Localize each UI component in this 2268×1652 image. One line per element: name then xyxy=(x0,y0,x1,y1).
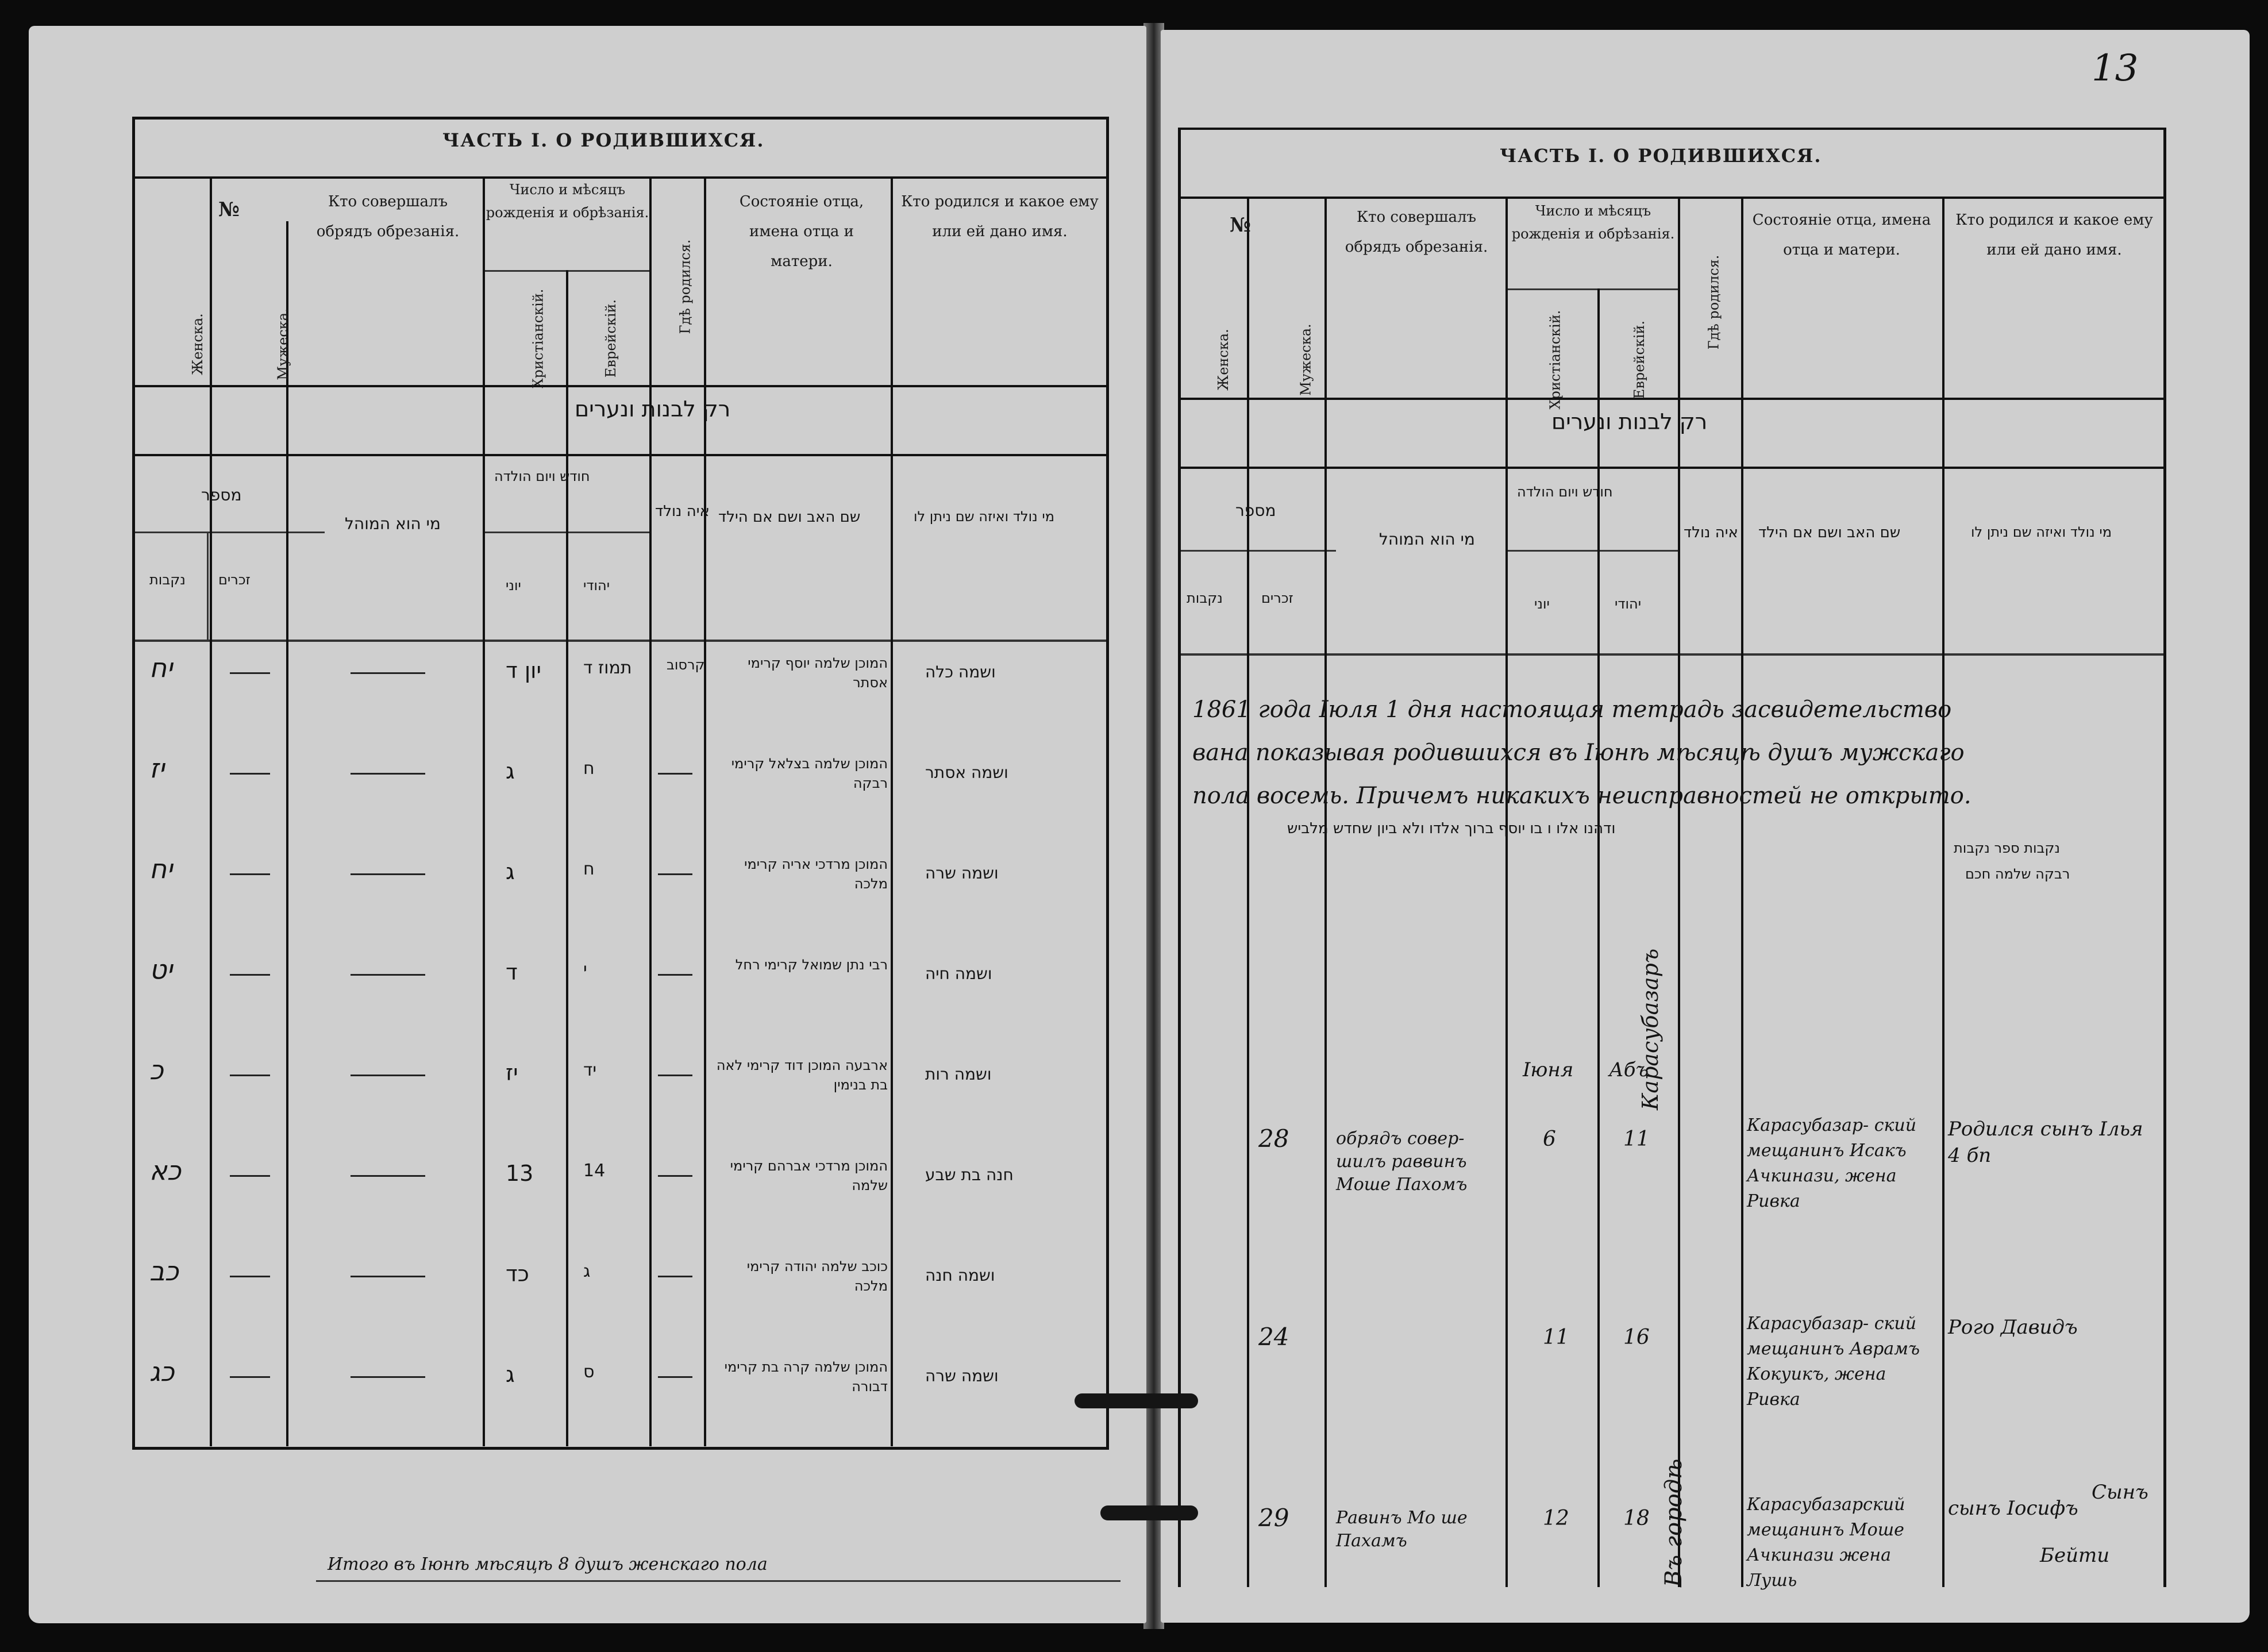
left-row-dash-who xyxy=(351,974,425,976)
left-col-line xyxy=(566,270,568,1446)
left-row-child: ושמה שרה xyxy=(925,1366,999,1385)
left-row-child: ושמה חנה xyxy=(925,1266,995,1285)
left-hebrew-title-line xyxy=(135,454,1106,456)
right-header-bottom-line xyxy=(1181,398,2163,400)
left-hebrew-subtitle: רק לבנות ונערים xyxy=(575,396,731,422)
left-heb-boys: זכרים xyxy=(218,572,251,588)
left-header-status: Состояніе отца, имена отца и матери. xyxy=(739,193,864,270)
left-row-number: כא xyxy=(149,1155,182,1186)
left-heb-number: מספר xyxy=(201,486,242,505)
left-row-father: המוכן מרדכי אברהם קרימי שלמה xyxy=(730,1158,888,1193)
right-heb-father: שם האב ושם אם הילד xyxy=(1758,524,1901,541)
right-cert-line-2: вана показывая родившихся въ Іюнѣ мѣсяцѣ душъ мужскаго xyxy=(1192,740,1965,766)
right-place-vertical-2: Въ городѣ xyxy=(1661,1458,1687,1587)
left-row-number: יח xyxy=(149,652,173,683)
left-col-line xyxy=(891,176,893,1446)
left-heb-circumciser: מי הוא המוהל xyxy=(345,514,441,533)
right-heb-boys: זכרים xyxy=(1261,590,1293,606)
right-place-vertical-1: Карасубазаръ xyxy=(1638,948,1663,1110)
left-row-father: המוכן שלמה יוסף קרימי אסתר xyxy=(748,655,888,691)
right-heb-child: מי נולד ואיזה שם ניתן לו xyxy=(1971,524,2112,540)
left-heb-jewish: יהודי xyxy=(583,577,610,594)
right-row-child: сынъ Іосифъ xyxy=(1948,1497,2078,1520)
left-row-child: ושמה שרה xyxy=(925,864,999,883)
right-heb-christian: יוני xyxy=(1534,596,1550,612)
right-row-number: 28 xyxy=(1258,1125,1289,1153)
left-row-child: ושמה אסתר xyxy=(925,763,1008,782)
right-row-child: Родился сынъ Ілья 4 бп xyxy=(1948,1118,2143,1167)
right-row-christian-date: 6 xyxy=(1543,1127,1556,1151)
left-num-subline xyxy=(135,532,325,533)
left-header-female: Женска. xyxy=(189,313,206,375)
left-row-number: כ xyxy=(149,1054,164,1085)
binding-ring xyxy=(1075,1393,1198,1408)
right-heb-where: איה נולד xyxy=(1684,524,1738,541)
left-col-line xyxy=(649,176,652,1446)
left-row-dash-place xyxy=(658,873,692,875)
left-col-line xyxy=(210,176,212,1446)
left-row-dash-boys xyxy=(230,1276,270,1277)
left-heb-father: שם האב ושם אם הילד xyxy=(718,509,861,526)
left-row-number: כג xyxy=(149,1356,175,1387)
right-heb-girls: נקבות xyxy=(1187,590,1223,606)
left-header-who: Кто совершалъ обрядъ обрезанія. xyxy=(316,193,460,240)
left-row-child: ושמה רות xyxy=(925,1065,992,1084)
right-page xyxy=(1161,30,2250,1623)
left-header-who-born: Кто родился и какое ему или ей дано имя. xyxy=(901,193,1099,240)
right-date-subline xyxy=(1505,288,1678,290)
left-col-line xyxy=(704,176,706,1446)
left-heb-child: מי נולד ואיזה שם ניתן לו xyxy=(914,509,1055,525)
right-row-number: 29 xyxy=(1258,1504,1289,1532)
left-row-christian-date: ג xyxy=(506,1362,515,1387)
left-row-father: רבי נתן שמואל קרימי רחל xyxy=(735,957,888,973)
right-header-top-line xyxy=(1181,197,2163,199)
left-row-dash-boys xyxy=(230,1376,270,1378)
left-row-christian-date: ג xyxy=(506,859,515,884)
right-heb-number: מספר xyxy=(1235,501,1276,520)
right-col-line xyxy=(1678,197,1680,1587)
left-row-father: המוכן שלמה קרה בת קרימי דבורה xyxy=(724,1359,888,1395)
left-row-dash-boys xyxy=(230,773,270,775)
right-header-female: Женска. xyxy=(1215,329,1231,391)
left-row-dash-who xyxy=(351,773,425,775)
left-header-jewish: Еврейскій. xyxy=(603,299,619,378)
left-header-bottom-line xyxy=(135,385,1106,387)
left-row-number: יז xyxy=(149,753,165,784)
right-col-line xyxy=(1247,197,1249,1587)
left-row-christian-date: כד xyxy=(506,1261,529,1287)
right-row-status: Карасубазар- ский мещанинъ Аврамъ Кокуикъ, жена Ривка xyxy=(1747,1314,1920,1410)
right-part-title: ЧАСТЬ I. О РОДИВШИХСЯ. xyxy=(1500,145,1822,167)
right-body-top-line xyxy=(1181,653,2163,656)
left-row-father: המוכן מרדכי אריה קרימי מלכה xyxy=(744,856,888,892)
left-row-jewish-date: יד xyxy=(583,1060,597,1080)
right-row-number: 24 xyxy=(1258,1323,1289,1351)
left-row-jewish-date: ג xyxy=(583,1261,591,1281)
left-row-father: כוכב שלמה יהודה קרימי מלכה xyxy=(746,1258,888,1294)
right-cert-line-3: пола восемь. Причемъ никакихъ неисправностей не открыто. xyxy=(1192,783,1971,809)
left-row-dash-place xyxy=(658,1075,692,1076)
right-col-line xyxy=(1741,197,1743,1587)
left-row-dash-place xyxy=(658,1175,692,1177)
left-row-dash-place xyxy=(658,1376,692,1378)
left-row-jewish-date: י xyxy=(583,960,587,980)
left-header-date: Число и мѣсяцъ рожденія и обрѣзанія. xyxy=(486,182,649,221)
right-header-jewish: Еврейскій. xyxy=(1631,320,1648,399)
left-body-top-line xyxy=(135,640,1106,642)
left-row-father: המוכן שלמה בצלאל קרימי רבקה xyxy=(731,756,888,791)
right-date-subline-2 xyxy=(1505,550,1678,552)
left-row-father: ארבעה המוכן דוד קרימי לאה בת בנימין xyxy=(716,1057,888,1093)
right-row-christian-date: 11 xyxy=(1543,1326,1569,1349)
left-row-dash-who xyxy=(351,1276,425,1277)
left-row-dash-boys xyxy=(230,1075,270,1076)
left-row-child: חנה בת שבע xyxy=(925,1165,1014,1184)
right-hebrew-subtitle: רק לבנות ונערים xyxy=(1551,409,1708,434)
right-heb-month-day: חודש ויום הולדה xyxy=(1517,484,1613,500)
left-row-number: יט xyxy=(149,954,173,985)
right-col-line xyxy=(1942,197,1944,1587)
left-row-christian-date: יון ד xyxy=(506,658,542,683)
right-month-jewish: Абъ xyxy=(1609,1058,1649,1081)
left-row-place: קרסוב xyxy=(667,657,705,673)
right-margin-note: Сынъ xyxy=(2092,1481,2148,1504)
left-row-jewish-date: ס xyxy=(583,1362,595,1382)
right-heb-circumciser: מי הוא המוהל xyxy=(1379,530,1475,549)
right-month-christian: Іюня xyxy=(1523,1058,1574,1081)
left-heb-christian: יוני xyxy=(506,577,521,594)
left-heb-girls: נקבות xyxy=(149,572,186,588)
right-row-jewish-date: 16 xyxy=(1623,1326,1650,1349)
right-hebrew-title-line xyxy=(1181,467,2163,469)
right-row-child: Рого Давидъ xyxy=(1948,1316,2078,1339)
page-number: 13 xyxy=(2092,47,2139,90)
left-row-dash-boys xyxy=(230,672,270,674)
right-heb-cert-1: ודהנו אלו ו בו יוסף ברוך אלדו ולא ביון שחדש מלביש xyxy=(1287,820,1616,837)
right-heb-cert-2: נקבות ספר נקבות xyxy=(1954,840,2061,856)
left-row-jewish-date: ח xyxy=(583,859,595,879)
binding-ring xyxy=(1100,1505,1198,1520)
left-col-line xyxy=(483,176,485,1446)
right-header-who: Кто совершалъ обрядъ обрезанія. xyxy=(1345,209,1488,256)
left-row-dash-boys xyxy=(230,974,270,976)
left-row-jewish-date: ח xyxy=(583,758,595,779)
left-row-dash-who xyxy=(351,672,425,674)
right-row-jewish-date: 11 xyxy=(1623,1127,1650,1151)
left-row-jewish-date: תמוז ד xyxy=(583,658,632,678)
right-row-who: Равинъ Мо ше Пахамъ xyxy=(1336,1508,1468,1551)
left-row-christian-date: ד xyxy=(506,960,518,985)
right-col-line xyxy=(1324,197,1327,1587)
left-heb-month-day: חודש ויום הולדה xyxy=(494,468,590,484)
left-col-line xyxy=(207,532,209,640)
right-heb-jewish: יהודי xyxy=(1615,596,1642,612)
left-row-christian-date: ג xyxy=(506,758,515,784)
right-header-where: Гдѣ родился. xyxy=(1705,255,1722,350)
left-header-where: Гдѣ родился. xyxy=(677,239,694,334)
left-row-child: ושמה כלה xyxy=(925,663,996,681)
right-col-line xyxy=(1597,288,1600,1587)
left-row-dash-place xyxy=(658,773,692,775)
right-header-christian: Христіанскій. xyxy=(1547,310,1564,410)
right-row-jewish-date: 18 xyxy=(1623,1507,1650,1530)
left-row-number: כב xyxy=(149,1256,179,1287)
left-part-title: ЧАСТЬ I. О РОДИВШИХСЯ. xyxy=(442,129,765,151)
left-row-dash-boys xyxy=(230,1175,270,1177)
left-row-dash-place xyxy=(658,974,692,976)
left-header-christian: Христіанскій. xyxy=(530,288,546,388)
right-row-who: обрядъ совер- шилъ раввинъ Моше Пахомъ xyxy=(1336,1129,1468,1195)
left-row-number: יח xyxy=(149,853,173,884)
left-heb-where: איה נולד xyxy=(655,503,710,520)
left-page xyxy=(29,26,1146,1623)
left-header-number: № xyxy=(218,198,240,221)
left-footer-note: Итого въ Іюнѣ мѣсяцѣ 8 душъ женскаго пола xyxy=(328,1554,768,1574)
left-row-christian-date: 13 xyxy=(506,1161,534,1186)
left-row-christian-date: יז xyxy=(506,1060,518,1085)
left-row-dash-place xyxy=(658,1276,692,1277)
left-footer-line xyxy=(316,1580,1120,1582)
left-row-dash-who xyxy=(351,1175,425,1177)
left-col-line xyxy=(286,221,288,1446)
right-row-status: Карасубазар- ский мещанинъ Исакъ Ачкинази, жена Ривка xyxy=(1747,1115,1917,1211)
right-col-line xyxy=(1505,197,1508,1587)
left-header-male: Мужеска. xyxy=(275,308,291,380)
left-row-child: ושמה חיה xyxy=(925,964,992,983)
left-row-jewish-date: 14 xyxy=(583,1161,606,1181)
right-cert-line-1: 1861 года Іюля 1 дня настоящая тетрадь засвидетельство xyxy=(1192,696,1952,723)
right-signature-note: Бейти xyxy=(2040,1544,2110,1567)
left-row-dash-who xyxy=(351,1376,425,1378)
right-header-status: Состояніе отца, имена отца и матери. xyxy=(1752,211,1931,259)
right-header-male: Мужеска. xyxy=(1297,324,1314,396)
left-row-dash-who xyxy=(351,873,425,875)
right-row-status: Карасубазарский мещанинъ Мошe Ачкинази жена Лушь xyxy=(1747,1495,1905,1591)
right-form-top-line xyxy=(1178,128,2166,130)
right-header-date: Число и мѣсяцъ рожденія и обрѣзанія. xyxy=(1511,203,1675,242)
right-row-christian-date: 12 xyxy=(1543,1507,1569,1530)
left-row-dash-who xyxy=(351,1075,425,1076)
right-header-number: № xyxy=(1230,214,1251,237)
left-row-dash-boys xyxy=(230,873,270,875)
right-num-subline xyxy=(1181,550,1336,552)
right-heb-cert-3: רבקה שלמה חכם xyxy=(1965,866,2070,882)
right-header-who-born: Кто родился и какое ему или ей дано имя. xyxy=(1955,211,2153,259)
